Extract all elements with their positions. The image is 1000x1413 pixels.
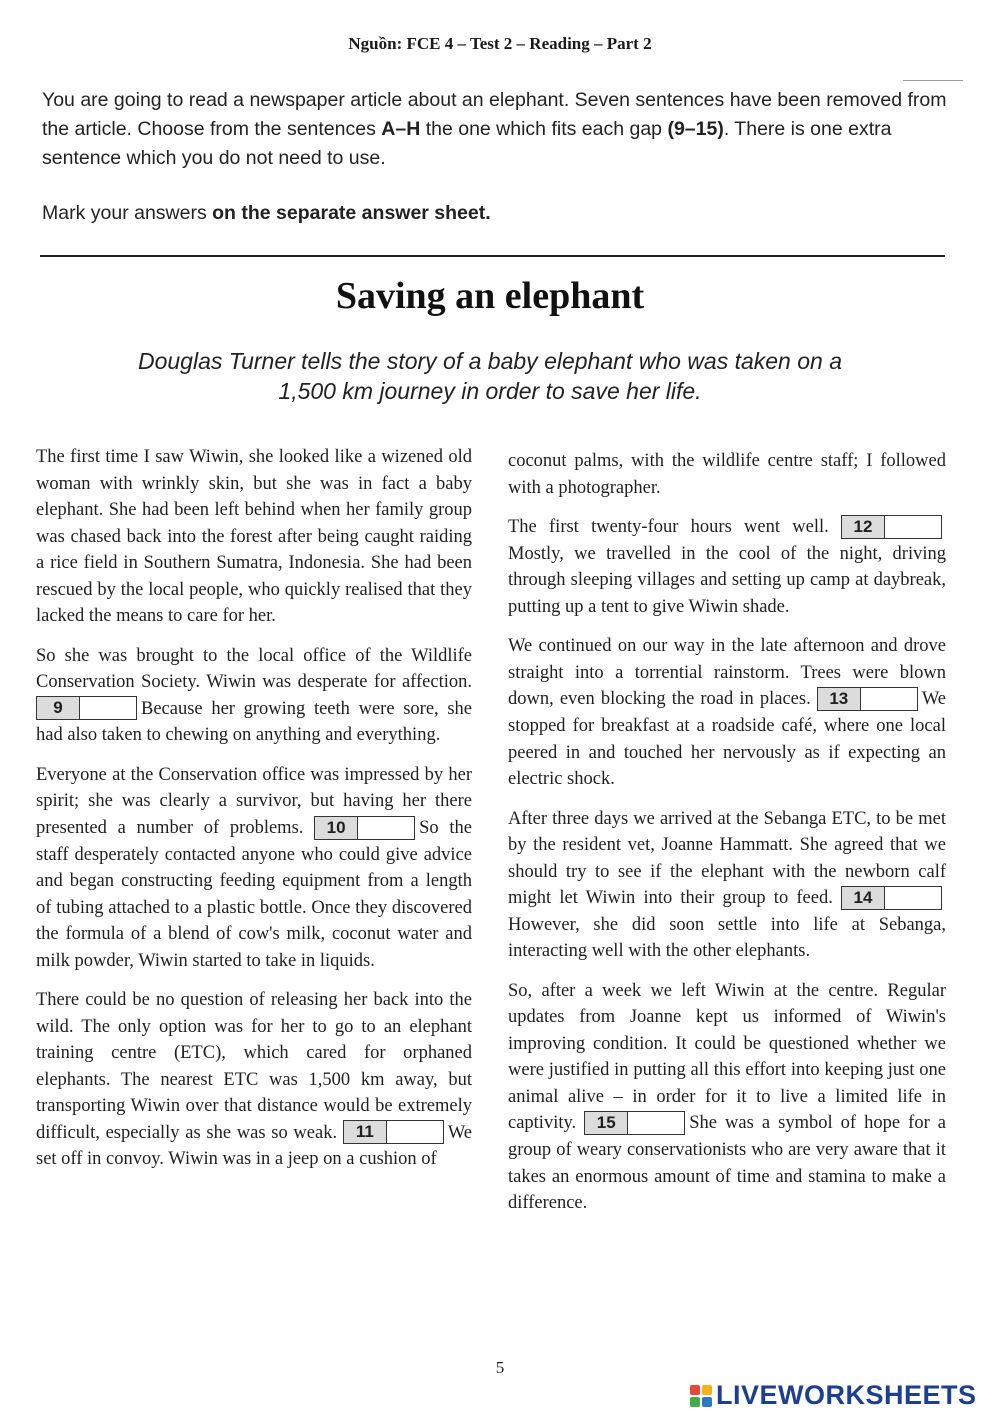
gap-9[interactable]: 9 bbox=[36, 696, 137, 720]
instructions-text: You are going to read a newspaper article about an elephant. Seven sentences have been removed from the article. Choose from the sentences A–H the one which fits each gap (9–15). There is one extra sentence which you do not need to use. bbox=[42, 89, 947, 169]
paragraph-1: The first time I saw Wiwin, she looked like a wizened old woman with wrinkly skin, but she was in fact a baby elephant. She had been left behind when her family group was chased back into the forest after being caught raiding a rice field in Southern Sumatra, Indonesia. She had been rescued by the local people, who quickly realised that they lacked the means to care for her. bbox=[36, 447, 472, 626]
instructions bbox=[42, 86, 947, 228]
gap-12-answer[interactable] bbox=[885, 516, 941, 538]
article-column-left bbox=[36, 444, 472, 1186]
gap-15[interactable]: 15 bbox=[584, 1111, 685, 1135]
article-subtitle: Douglas Turner tells the story of a baby elephant who was taken on a 1,500 km journey in order to save her life. bbox=[137, 348, 843, 404]
page-number: 5 bbox=[495, 1358, 505, 1377]
paragraph-5: coconut palms, with the wildlife centre staff; I followed with a photographer. bbox=[508, 451, 946, 498]
paragraph-7: We continued on our way in the late afternoon and drove straight into a torrential rainstorm. Trees were blown down, even blocking the road in places. 13 We stopped for breakfast at a roadside café, where one local peered in and touched her nervously as if expecting an electric shock. bbox=[508, 636, 947, 789]
article-title: Saving an elephant bbox=[335, 275, 645, 317]
gap-15-answer[interactable] bbox=[628, 1112, 684, 1134]
paragraph-6: The first twenty-four hours went well. 12 Mostly, we travelled in the cool of the night, driving through sleeping villages and setting up camp at daybreak, putting up a tent to give Wiwin shade. bbox=[508, 516, 946, 617]
gap-10-answer[interactable] bbox=[358, 817, 414, 839]
paragraph-4: There could be no question of releasing her back into the wild. The only option was for her to go to an elephant training centre (ETC), which cared for orphaned elephants. The nearest ETC was 1,500 km away, but transporting Wiwin over that distance would be extremely difficult, especially as she was so weak. 11 We set off in convoy. Wiwin was in a jeep on a cushion of bbox=[36, 990, 473, 1170]
gap-14-answer[interactable] bbox=[885, 887, 941, 909]
paragraph-2: So she was brought to the local office of the Wildlife Conservation Society. Wiwin was desperate for affection. 9 Because her growing teeth were sore, she had also taken to chewing on anything and everything. bbox=[36, 645, 472, 746]
gap-11[interactable]: 11 bbox=[343, 1120, 444, 1144]
paragraph-9: So, after a week we left Wiwin at the centre. Regular updates from Joanne kept us informed of Wiwin's improving condition. It could be questioned whether we were justified in putting all this effort into keeping just one animal alive – in order for it to live a limited life in captivity. 15 She was a symbol of hope for a group of weary conservationists who are very aware that it takes an enormous amount of time and stamina to make a difference. bbox=[508, 980, 946, 1213]
brand-name: LIVEWORKSHEETS bbox=[716, 1380, 977, 1410]
paragraph-8: After three days we arrived at the Sebanga ETC, to be met by the resident vet, Joanne Hammatt. She agreed that we should try to see if the elephant with the newborn calf might let Wiwin into their group to feed. 14 However, she did soon settle into life at Sebanga, interacting well with the other elephants. bbox=[508, 808, 946, 962]
liveworksheets-icon bbox=[690, 1385, 712, 1407]
paragraph-3: Everyone at the Conservation office was impressed by her spirit; she was clearly a survivor, but having her there presented a number of problems. 10 So the staff desperately contacted anyone who could give advice and began constructing feeding equipment from a length of tubing attached to a plastic bottle. Once they discovered the formula of a blend of cow's milk, coconut water and milk powder, Wiwin started to take in liquids. bbox=[36, 764, 473, 971]
liveworksheets-logo[interactable] bbox=[690, 1380, 977, 1411]
gap-9-answer[interactable] bbox=[80, 697, 136, 719]
section-divider bbox=[40, 255, 945, 257]
decorative-rule bbox=[903, 80, 963, 81]
gap-12[interactable]: 12 bbox=[841, 515, 942, 539]
gap-14[interactable]: 14 bbox=[841, 886, 942, 910]
source-header: Nguồn: FCE 4 – Test 2 – Reading – Part 2 bbox=[348, 34, 652, 53]
gap-11-answer[interactable] bbox=[387, 1121, 443, 1143]
gap-13[interactable]: 13 bbox=[817, 687, 918, 711]
article-column-right bbox=[508, 448, 946, 1230]
gap-10[interactable]: 10 bbox=[314, 816, 415, 840]
gap-13-answer[interactable] bbox=[861, 688, 917, 710]
mark-answers-text: Mark your answers on the separate answer sheet. bbox=[42, 202, 491, 224]
